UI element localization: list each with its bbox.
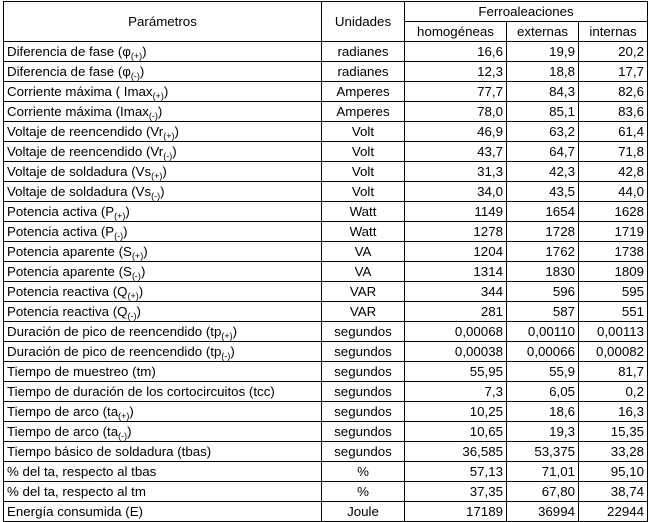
parameter-cell xyxy=(4,282,322,302)
parameter-suffix: ) xyxy=(172,143,177,159)
value-cell-homogeneous: 31,3 xyxy=(405,162,507,182)
unit-cell: VAR xyxy=(322,282,405,302)
value-cell-homogeneous: 57,13 xyxy=(405,462,507,482)
value-cell-homogeneous: 1204 xyxy=(405,242,507,262)
parameter-cell xyxy=(4,102,322,122)
unit-cell: Volt xyxy=(322,162,405,182)
value-cell-external: 1762 xyxy=(507,242,579,262)
parameter-label: % del ta, respecto al tm xyxy=(7,483,146,499)
table-row xyxy=(4,42,648,62)
parameter-suffix: ) xyxy=(129,403,134,419)
value-cell-external: 1830 xyxy=(507,262,579,282)
table-row xyxy=(4,382,648,402)
value-cell-internal: 38,74 xyxy=(579,482,648,502)
parameter-suffix: ) xyxy=(140,263,146,279)
parameter-label: Potencia aparente (S xyxy=(7,263,132,279)
table-row xyxy=(4,362,648,382)
table-row xyxy=(4,402,648,422)
value-cell-homogeneous: 16,6 xyxy=(405,42,507,62)
parameter-suffix: ) xyxy=(230,343,235,359)
parameter-label: Duración de pico de reencendido (tp xyxy=(7,343,222,359)
parameter-label: Tiempo básico de soldadura (tbas) xyxy=(7,443,212,459)
value-cell-external: 53,375 xyxy=(507,442,579,462)
parameter-subscript: (+) xyxy=(114,210,126,221)
parameter-subscript: (+) xyxy=(131,250,144,261)
value-cell-external: 67,80 xyxy=(507,482,579,502)
value-cell-internal: 17,7 xyxy=(579,62,648,82)
parameter-label: Duración de pico de reencendido (tp xyxy=(7,323,222,339)
header-ferroalloys: Ferroaleaciones xyxy=(405,2,648,22)
value-cell-homogeneous: 10,25 xyxy=(405,402,507,422)
unit-cell: VAR xyxy=(322,302,405,322)
value-cell-homogeneous: 34,0 xyxy=(405,182,507,202)
parameter-label: Potencia activa (P xyxy=(7,223,115,239)
parameter-subscript: (+) xyxy=(163,130,175,141)
unit-cell: Watt xyxy=(322,202,405,222)
value-cell-external: 55,9 xyxy=(507,362,579,382)
unit-cell: Volt xyxy=(322,182,405,202)
unit-cell: Amperes xyxy=(322,82,405,102)
header-internal: internas xyxy=(579,22,648,42)
parameter-suffix: ) xyxy=(157,103,163,119)
value-cell-external: 64,7 xyxy=(507,142,579,162)
value-cell-internal: 44,0 xyxy=(579,182,648,202)
value-cell-homogeneous: 10,65 xyxy=(405,422,507,442)
parameter-cell xyxy=(4,242,322,262)
parameter-cell xyxy=(4,62,322,82)
parameter-cell xyxy=(4,362,322,382)
parameter-label: Voltaje de soldadura (Vs xyxy=(7,163,152,179)
header-homogeneous: homogéneas xyxy=(405,22,507,42)
parameter-subscript: (-) xyxy=(127,310,137,321)
parameter-subscript: (+) xyxy=(152,90,164,101)
unit-cell: Joule xyxy=(322,502,405,522)
table-row xyxy=(4,502,648,522)
table-row xyxy=(4,142,648,162)
value-cell-internal: 82,6 xyxy=(579,82,648,102)
parameter-label: Tiempo de duración de los cortocircuitos (tcc) xyxy=(7,383,275,399)
parameter-cell xyxy=(4,162,322,182)
parameter-cell xyxy=(4,422,322,442)
parameter-cell xyxy=(4,502,322,522)
parameter-cell xyxy=(4,322,322,342)
value-cell-homogeneous: 46,9 xyxy=(405,122,507,142)
value-cell-external: 84,3 xyxy=(507,82,579,102)
parameter-suffix: ) xyxy=(162,163,167,179)
value-cell-external: 85,1 xyxy=(507,102,579,122)
value-cell-homogeneous: 344 xyxy=(405,282,507,302)
table-row xyxy=(4,482,648,502)
unit-cell: segundos xyxy=(322,322,405,342)
unit-cell: VA xyxy=(322,242,405,262)
unit-cell: Amperes xyxy=(322,102,405,122)
value-cell-homogeneous: 1278 xyxy=(405,222,507,242)
value-cell-internal: 42,8 xyxy=(579,162,648,182)
unit-cell: radianes xyxy=(322,62,405,82)
parameter-suffix: ) xyxy=(139,63,145,79)
value-cell-homogeneous: 1314 xyxy=(405,262,507,282)
parameter-subscript: (-) xyxy=(148,110,158,121)
unit-cell: segundos xyxy=(322,422,405,442)
value-cell-homogeneous: 37,35 xyxy=(405,482,507,502)
header-parameters: Parámetros xyxy=(4,2,322,42)
parameter-label: Voltaje de reencendido (Vr xyxy=(7,143,164,159)
unit-cell: Volt xyxy=(322,142,405,162)
value-cell-external: 587 xyxy=(507,302,579,322)
unit-cell: % xyxy=(322,462,405,482)
value-cell-internal: 71,8 xyxy=(579,142,648,162)
parameter-suffix: ) xyxy=(136,303,141,319)
parameter-suffix: ) xyxy=(160,183,165,199)
value-cell-internal: 1738 xyxy=(579,242,648,262)
table-row xyxy=(4,102,648,122)
parameter-subscript: (-) xyxy=(163,150,173,161)
parameter-label: Tiempo de arco (ta xyxy=(7,403,119,419)
parameter-subscript: (-) xyxy=(130,70,140,81)
parameter-label: % del ta, respecto al tbas xyxy=(7,463,157,479)
parameter-subscript: (+) xyxy=(221,330,233,341)
parameter-suffix: ) xyxy=(123,223,128,239)
unit-cell: Volt xyxy=(322,122,405,142)
parameter-cell xyxy=(4,42,322,62)
parameter-suffix: ) xyxy=(174,123,179,139)
parameter-suffix: ) xyxy=(232,323,238,339)
value-cell-external: 0,00066 xyxy=(507,342,579,362)
unit-cell: segundos xyxy=(322,362,405,382)
parameter-label: Corriente máxima ( Imax xyxy=(7,83,153,99)
value-cell-homogeneous: 1149 xyxy=(405,202,507,222)
value-cell-external: 18,8 xyxy=(507,62,579,82)
parameter-subscript: (+) xyxy=(127,290,139,301)
parameter-cell xyxy=(4,122,322,142)
parameter-subscript: (+) xyxy=(151,170,163,181)
value-cell-external: 0,00110 xyxy=(507,322,579,342)
parameter-suffix: ) xyxy=(127,423,132,439)
parameter-label: Potencia aparente (S xyxy=(7,243,132,259)
table-row xyxy=(4,62,648,82)
parameter-cell xyxy=(4,462,322,482)
value-cell-homogeneous: 12,3 xyxy=(405,62,507,82)
header-external: externas xyxy=(507,22,579,42)
parameter-label: Diferencia de fase (φ xyxy=(7,63,131,79)
parameter-label: Potencia reactiva (Q xyxy=(7,283,128,299)
value-cell-internal: 0,00113 xyxy=(579,322,648,342)
value-cell-internal: 22944 xyxy=(579,502,648,522)
parameter-subscript: (-) xyxy=(151,190,161,201)
parameter-label: Potencia activa (P xyxy=(7,203,115,219)
value-cell-external: 596 xyxy=(507,282,579,302)
value-cell-external: 6,05 xyxy=(507,382,579,402)
table-header xyxy=(4,2,648,42)
value-cell-internal: 1809 xyxy=(579,262,648,282)
unit-cell: VA xyxy=(322,262,405,282)
parameter-cell xyxy=(4,342,322,362)
value-cell-homogeneous: 78,0 xyxy=(405,102,507,122)
parameter-suffix: ) xyxy=(138,283,144,299)
value-cell-external: 19,3 xyxy=(507,422,579,442)
parameter-subscript: (+) xyxy=(118,410,130,421)
table-row xyxy=(4,182,648,202)
value-cell-external: 18,6 xyxy=(507,402,579,422)
parameter-cell xyxy=(4,442,322,462)
unit-cell: Watt xyxy=(322,222,405,242)
parameter-suffix: ) xyxy=(143,243,148,259)
unit-cell: segundos xyxy=(322,442,405,462)
table-row xyxy=(4,342,648,362)
parameter-cell xyxy=(4,382,322,402)
value-cell-homogeneous: 36,585 xyxy=(405,442,507,462)
value-cell-external: 71,01 xyxy=(507,462,579,482)
value-cell-internal: 15,35 xyxy=(579,422,648,442)
table-row xyxy=(4,462,648,482)
parameter-cell xyxy=(4,402,322,422)
value-cell-internal: 95,10 xyxy=(579,462,648,482)
parameter-label: Potencia reactiva (Q xyxy=(7,303,128,319)
parameter-label: Energía consumida (E) xyxy=(7,503,143,519)
table-row xyxy=(4,162,648,182)
value-cell-internal: 20,2 xyxy=(579,42,648,62)
parameter-subscript: (-) xyxy=(131,270,141,281)
parameter-subscript: (-) xyxy=(221,350,231,361)
parameter-label: Tiempo de muestreo (tm) xyxy=(7,363,156,379)
parameter-suffix: ) xyxy=(163,83,169,99)
value-cell-homogeneous: 7,3 xyxy=(405,382,507,402)
ferroalloy-parameters-table xyxy=(3,1,648,522)
value-cell-homogeneous: 55,95 xyxy=(405,362,507,382)
parameter-cell xyxy=(4,82,322,102)
unit-cell: segundos xyxy=(322,382,405,402)
table-row xyxy=(4,222,648,242)
parameter-suffix: ) xyxy=(125,203,130,219)
parameter-cell xyxy=(4,142,322,162)
parameter-label: Diferencia de fase (φ xyxy=(7,43,131,59)
table-row xyxy=(4,422,648,442)
parameter-cell xyxy=(4,262,322,282)
value-cell-homogeneous: 43,7 xyxy=(405,142,507,162)
value-cell-external: 42,3 xyxy=(507,162,579,182)
parameter-label: Tiempo de arco (ta xyxy=(7,423,119,439)
value-cell-homogeneous: 77,7 xyxy=(405,82,507,102)
value-cell-internal: 0,00082 xyxy=(579,342,648,362)
table-row xyxy=(4,122,648,142)
value-cell-external: 19,9 xyxy=(507,42,579,62)
parameter-cell xyxy=(4,302,322,322)
parameter-suffix: ) xyxy=(142,43,147,59)
table-row xyxy=(4,282,648,302)
value-cell-internal: 1719 xyxy=(579,222,648,242)
parameter-label: Corriente máxima (Imax xyxy=(7,103,149,119)
value-cell-internal: 551 xyxy=(579,302,648,322)
table-row xyxy=(4,242,648,262)
table-row xyxy=(4,302,648,322)
unit-cell: % xyxy=(322,482,405,502)
table-row xyxy=(4,82,648,102)
value-cell-internal: 83,6 xyxy=(579,102,648,122)
parameter-subscript: (-) xyxy=(118,430,128,441)
value-cell-internal: 16,3 xyxy=(579,402,648,422)
table-row xyxy=(4,322,648,342)
value-cell-internal: 81,7 xyxy=(579,362,648,382)
parameter-cell xyxy=(4,482,322,502)
value-cell-external: 1654 xyxy=(507,202,579,222)
unit-cell: segundos xyxy=(322,402,405,422)
parameter-cell xyxy=(4,202,322,222)
value-cell-internal: 61,4 xyxy=(579,122,648,142)
value-cell-external: 43,5 xyxy=(507,182,579,202)
unit-cell: segundos xyxy=(322,342,405,362)
value-cell-internal: 1628 xyxy=(579,202,648,222)
value-cell-external: 36994 xyxy=(507,502,579,522)
value-cell-internal: 595 xyxy=(579,282,648,302)
table-row xyxy=(4,442,648,462)
unit-cell: radianes xyxy=(322,42,405,62)
value-cell-homogeneous: 0,00068 xyxy=(405,322,507,342)
header-units: Unidades xyxy=(322,2,405,42)
value-cell-homogeneous: 17189 xyxy=(405,502,507,522)
parameter-cell xyxy=(4,182,322,202)
value-cell-external: 1728 xyxy=(507,222,579,242)
parameter-cell xyxy=(4,222,322,242)
table-body xyxy=(4,42,648,522)
value-cell-homogeneous: 0,00038 xyxy=(405,342,507,362)
table-row xyxy=(4,262,648,282)
value-cell-homogeneous: 281 xyxy=(405,302,507,322)
value-cell-internal: 33,28 xyxy=(579,442,648,462)
parameter-subscript: (-) xyxy=(114,230,124,241)
value-cell-external: 63,2 xyxy=(507,122,579,142)
parameter-label: Voltaje de soldadura (Vs xyxy=(7,183,152,199)
parameter-label: Voltaje de reencendido (Vr xyxy=(7,123,164,139)
value-cell-internal: 0,2 xyxy=(579,382,648,402)
parameter-subscript: (+) xyxy=(130,50,143,61)
table-row xyxy=(4,202,648,222)
